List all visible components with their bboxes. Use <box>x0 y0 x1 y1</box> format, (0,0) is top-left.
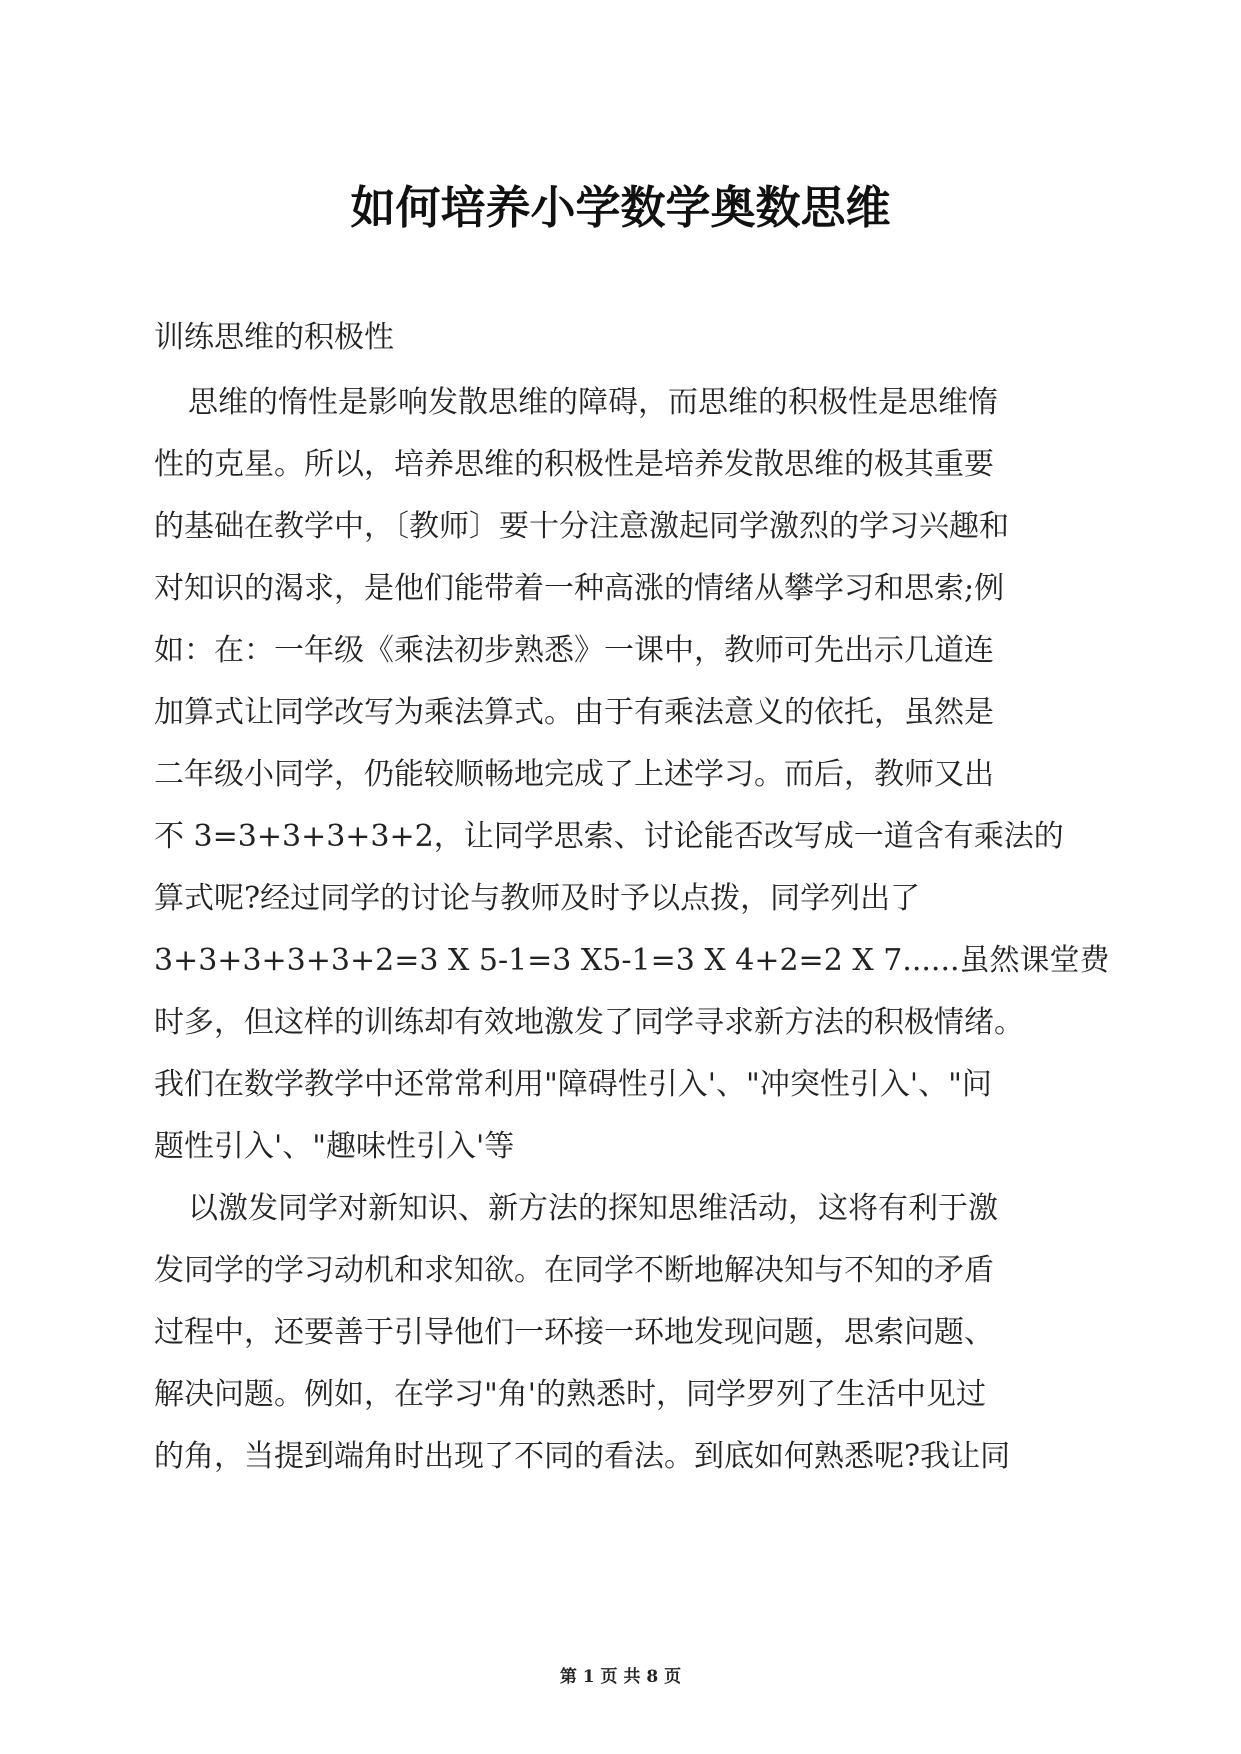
paragraph-line: 如：在：一年级《乘法初步熟悉》一课中，教师可先出示几道连 <box>154 633 994 668</box>
paragraph-line: 以激发同学对新知识、新方法的探知思维活动，这将有利于激 <box>188 1191 998 1226</box>
paragraph-line: 我们在数学教学中还常常利用"障碍性引入'、"冲突性引入'、"问 <box>154 1067 992 1102</box>
paragraph-line: 思维的惰性是影响发散思维的障碍，而思维的积极性是思维惰 <box>188 385 998 420</box>
section-heading: 训练思维的积极性 <box>154 320 394 355</box>
paragraph-line: 性的克星。所以，培养思维的积极性是培养发散思维的极其重要 <box>154 447 994 482</box>
paragraph-line: 的角，当提到端角时出现了不同的看法。到底如何熟悉呢?我让同 <box>154 1439 1011 1474</box>
paragraph-line: 二年级小同学，仍能较顺畅地完成了上述学习。而后，教师又出 <box>154 757 994 792</box>
paragraph-line: 题性引入'、"趣味性引入'等 <box>154 1129 515 1164</box>
body-text <box>154 372 1110 1488</box>
paragraph-line: 的基础在教学中，〔教师〕要十分注意激起同学激烈的学习兴趣和 <box>154 509 1009 544</box>
page-footer: 第 1 页 共 8 页 <box>559 1667 682 1687</box>
paragraph-line: 3+3+3+3+3+2=3 X 5-1=3 X5-1=3 X 4+2=2 X 7......虽然课堂费 <box>154 943 1110 978</box>
paragraph-line: 发同学的学习动机和求知欲。在同学不断地解决知与不知的矛盾 <box>154 1253 994 1288</box>
paragraph-line: 不 3=3+3+3+3+2，让同学思索、讨论能否改写成一道含有乘法的 <box>154 819 1064 854</box>
paragraph-line: 对知识的渴求，是他们能带着一种高涨的情绪从攀学习和思索;例 <box>154 571 1005 606</box>
paragraph-line: 加算式让同学改写为乘法算式。由于有乘法意义的依托，虽然是 <box>154 695 994 730</box>
document-title: 如何培养小学数学奥数思维 <box>350 181 891 234</box>
paragraph-line: 时多，但这样的训练却有效地激发了同学寻求新方法的积极情绪。 <box>154 1005 1024 1040</box>
paragraph-line: 过程中，还要善于引导他们一环接一环地发现问题，思索问题、 <box>154 1315 994 1350</box>
paragraph-line: 算式呢?经过同学的讨论与教师及时予以点拨，同学列出了 <box>154 881 921 916</box>
paragraph-line: 解决问题。例如，在学习"角'的熟悉时，同学罗列了生活中见过 <box>154 1377 987 1412</box>
